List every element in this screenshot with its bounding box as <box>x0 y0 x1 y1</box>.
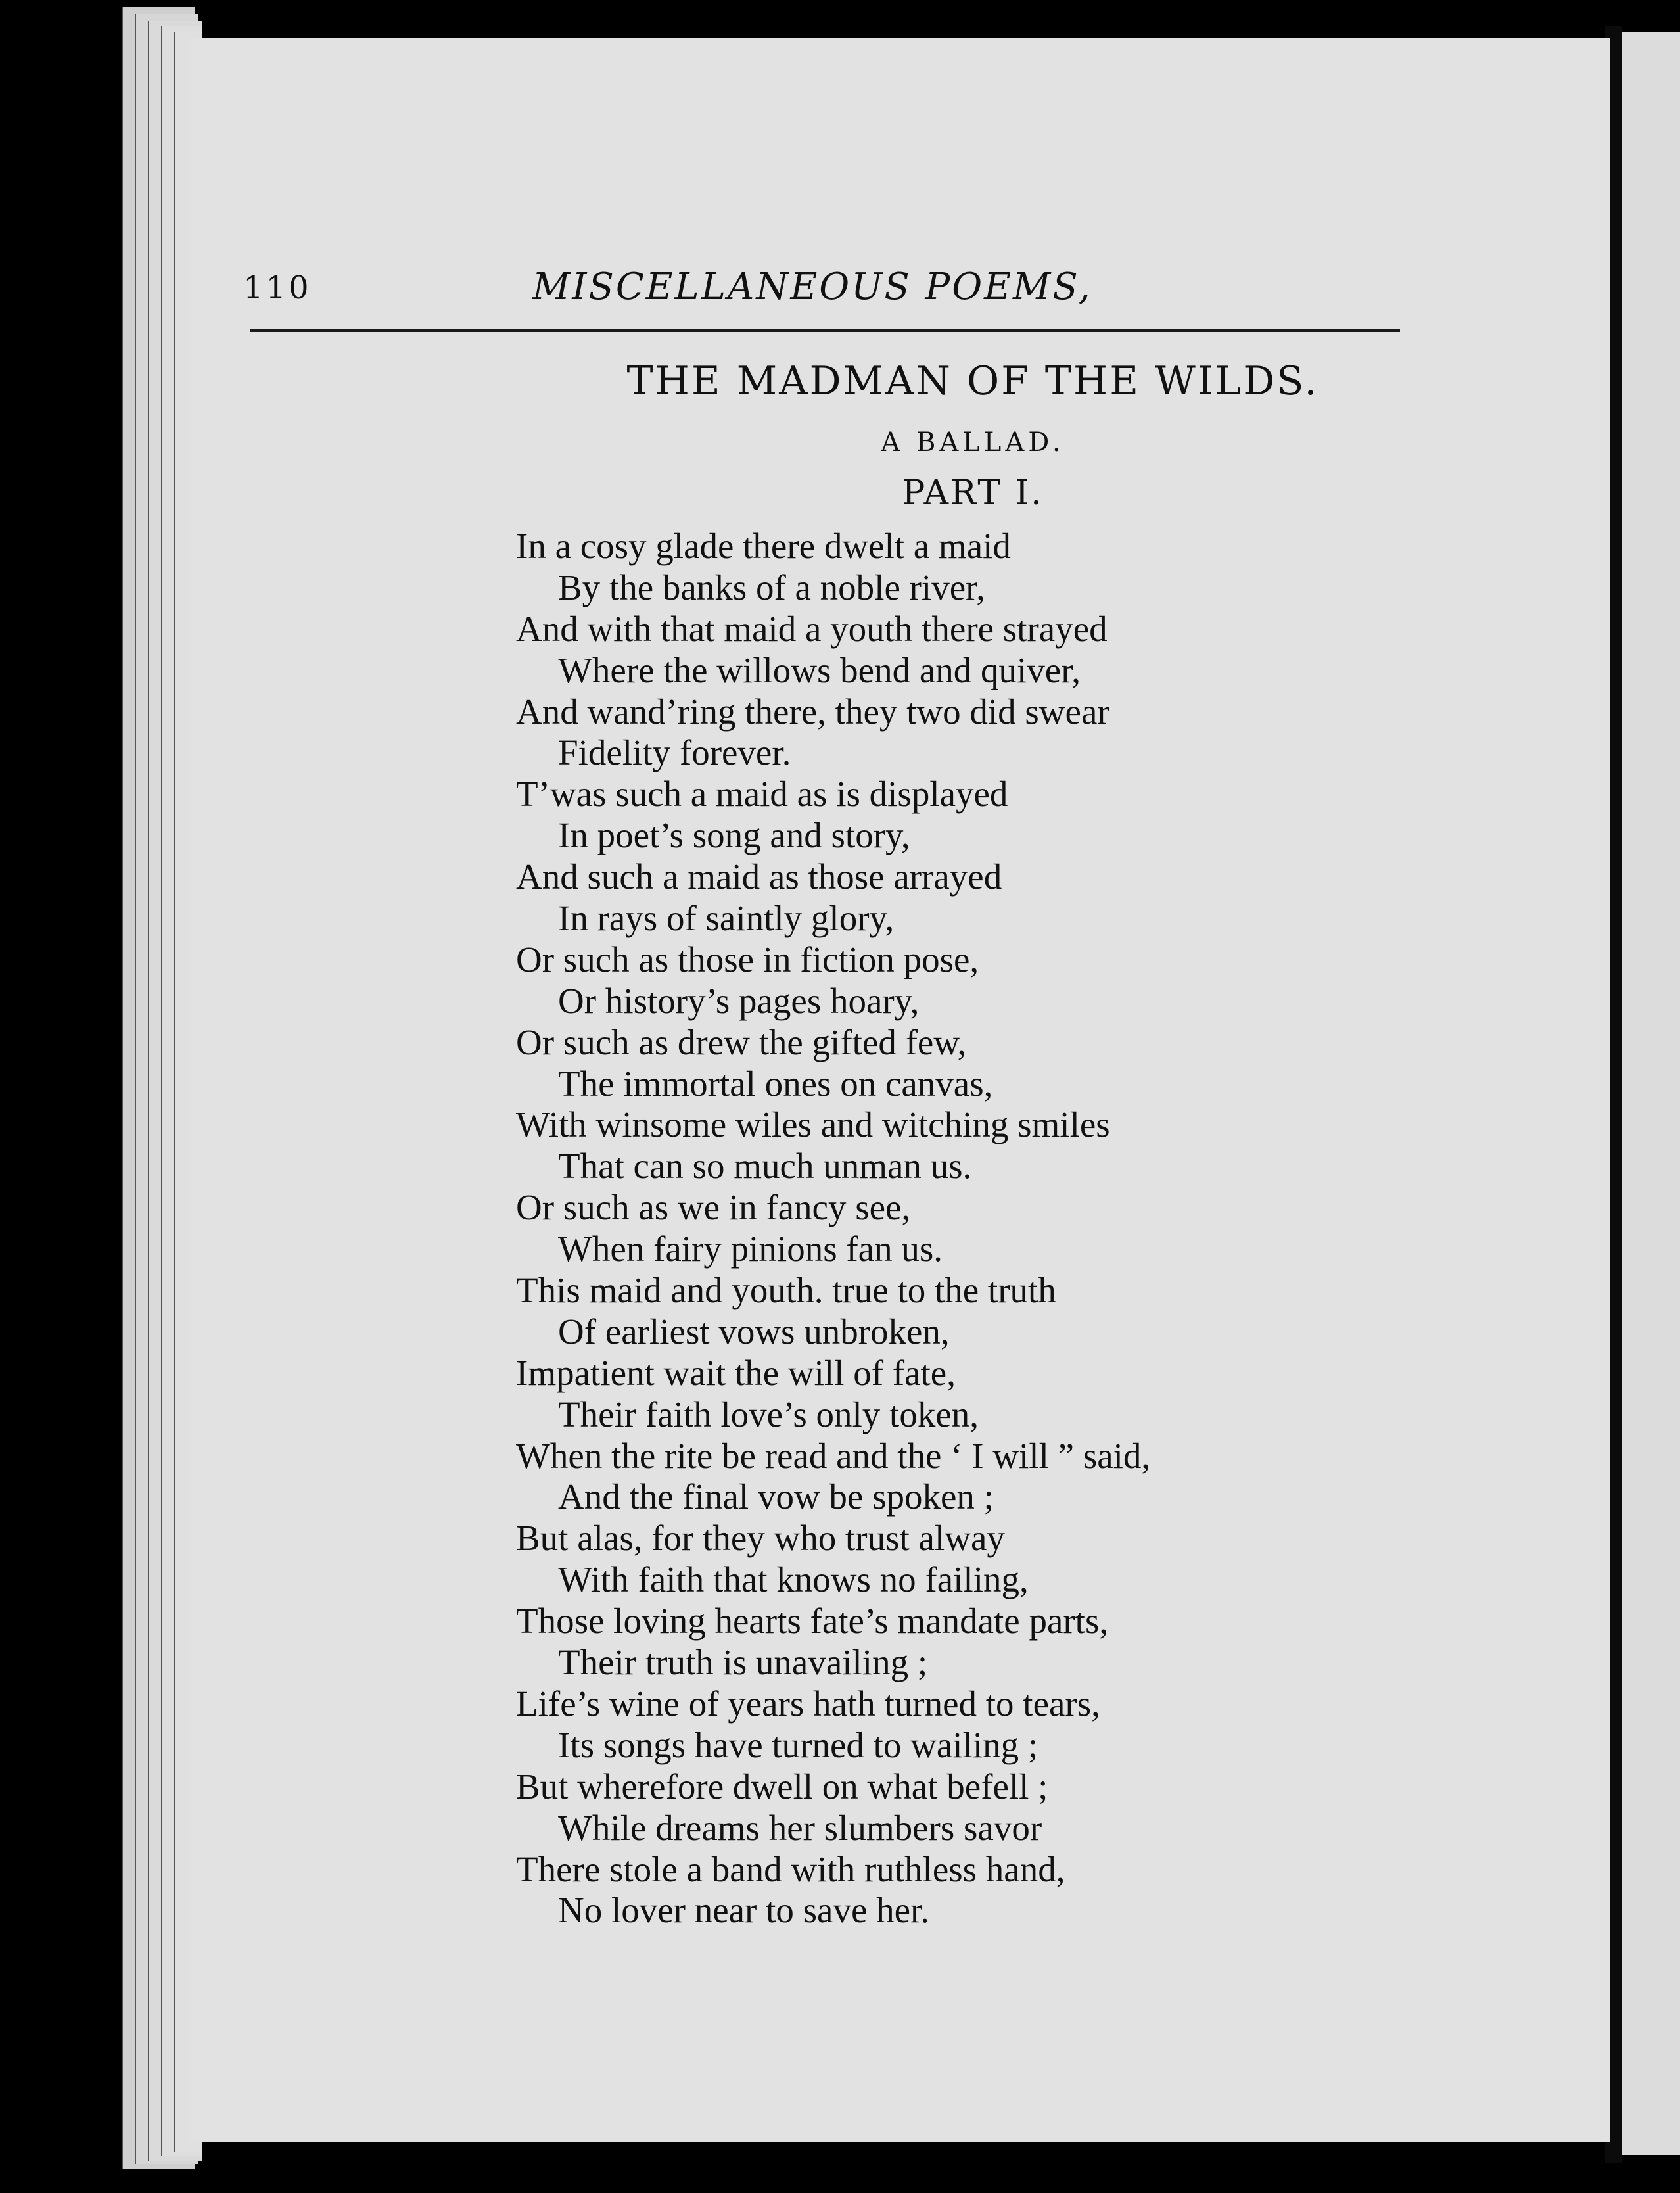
poem-line: Impatient wait the will of fate, <box>516 1352 956 1393</box>
poem-line: In a cosy glade there dwelt a maid <box>516 526 1011 566</box>
poem-line: No lover near to save her. <box>558 1890 930 1931</box>
poem-line: Or such as those in fiction pose, <box>516 939 979 979</box>
poem-line: Fidelity forever. <box>558 732 791 773</box>
part-heading: PART I. <box>902 473 1044 513</box>
poem-line: Its songs have turned to wailing ; <box>558 1724 1038 1765</box>
poem-line: And the final vow be spoken ; <box>558 1476 994 1517</box>
poem-line: In rays of saintly glory, <box>558 898 895 939</box>
page-number: 110 <box>243 270 312 306</box>
poem-line: T’was such a maid as is displayed <box>516 774 1008 814</box>
poem-line: When fairy pinions fan us. <box>558 1229 943 1269</box>
poem-title: THE MADMAN OF THE WILDS. <box>626 358 1319 404</box>
poem-line: In poet’s song and story, <box>558 815 910 856</box>
poem-line: This maid and youth. true to the truth <box>516 1270 1056 1311</box>
poem-line: But alas, for they who trust alway <box>516 1518 1005 1559</box>
running-head-title: MISCELLANEOUS POEMS, <box>532 266 1092 308</box>
poem-line: And with that maid a youth there strayed <box>516 608 1108 649</box>
poem-line: That can so much unman us. <box>558 1146 972 1187</box>
poem-line: The immortal ones on canvas, <box>558 1063 993 1104</box>
poem-line: While dreams her slumbers savor <box>558 1807 1042 1848</box>
poem-line: There stole a band with ruthless hand, <box>516 1849 1065 1889</box>
poem-line: And such a maid as those arrayed <box>516 857 1002 897</box>
poem-line: But wherefore dwell on what befell ; <box>516 1766 1048 1806</box>
poem-line: Or such as drew the gifted few, <box>516 1022 967 1062</box>
running-head <box>243 266 1400 316</box>
poem-line: And wand’ring there, they two did swear <box>516 691 1109 732</box>
poem-line: Or history’s pages hoary, <box>558 980 920 1021</box>
poem-line: Of earliest vows unbroken, <box>558 1311 950 1352</box>
poem-line: Or such as we in fancy see, <box>516 1187 911 1228</box>
poem-body <box>516 526 1568 1931</box>
poem-line: By the banks of a noble river, <box>558 567 985 607</box>
poem-line: Where the willows bend and quiver, <box>558 649 1081 690</box>
poem-line: Those loving hearts fate’s mandate parts, <box>516 1601 1109 1641</box>
poem-line: Their faith love’s only token, <box>558 1394 979 1434</box>
poem-line: Their truth is unavailing ; <box>558 1642 928 1683</box>
poem-line: With faith that knows no failing, <box>558 1559 1029 1600</box>
poem-line: When the rite be read and the ‘ I will ” said, <box>516 1435 1151 1476</box>
facing-page-edge <box>1622 32 1680 2155</box>
poem-line: Life’s wine of years hath turned to tears, <box>516 1683 1100 1724</box>
poem-line: With winsome wiles and witching smiles <box>516 1104 1110 1145</box>
header-rule <box>250 329 1400 332</box>
poem-subtitle: A BALLAD. <box>881 427 1065 458</box>
